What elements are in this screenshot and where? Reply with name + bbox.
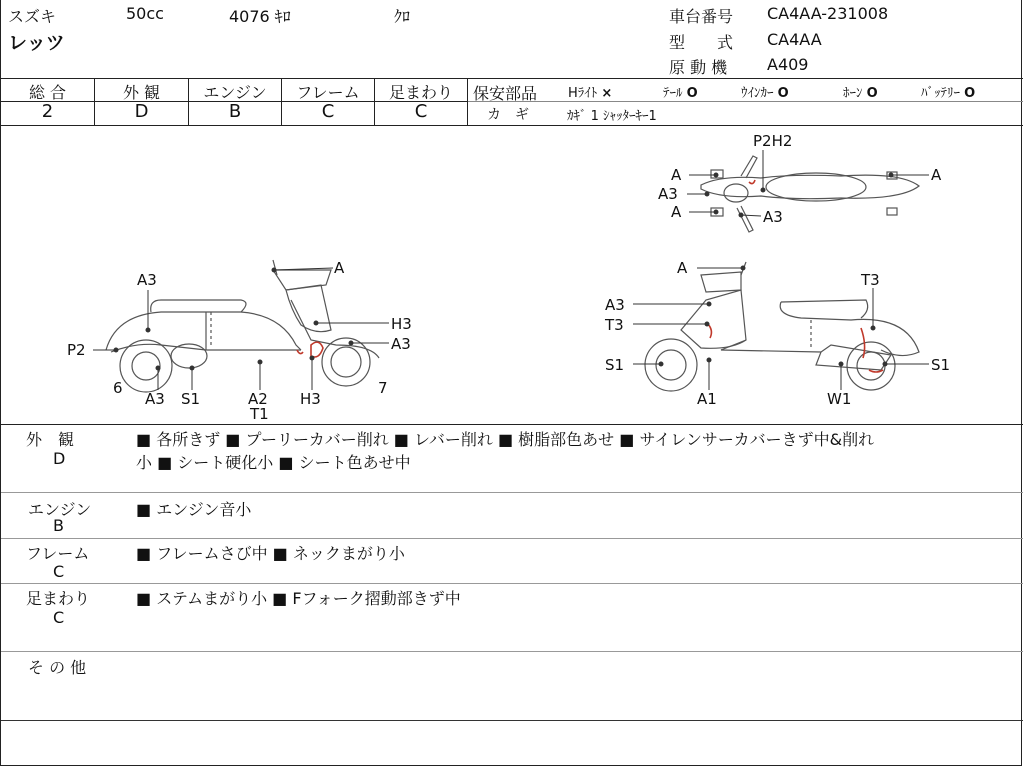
label-left-t1: T1 [250,405,269,423]
label-top-a: A [671,166,682,184]
remark-text-suspension: ■ ステムまがり小 ■ Fフォーク摺動部きず中 [136,589,461,608]
safety-item-battery: ﾊﾞｯﾃﾘｰ O [921,86,976,101]
scooter-diagram [1,125,1023,424]
grade-header-frame: フレーム [296,83,360,102]
label-top-a3: A3 [763,208,783,226]
label-left-a3: A3 [391,335,411,353]
remark-category-frame: フレーム [26,544,90,563]
remark-category-engine: エンジン [28,500,92,519]
label-right-a1: A1 [697,390,717,408]
engine-value: A409 [767,55,809,74]
label-left-a2: A2 [248,390,268,408]
divider [1,492,1023,493]
divider [1,538,1023,539]
label-top-a3: A3 [658,185,678,203]
remark-grade-exterior: D [53,449,66,468]
safety-label: 保安部品 [473,84,538,103]
label-left-a3: A3 [145,390,165,408]
grade-engine: B [228,101,242,122]
top-view-scooter [701,156,919,232]
remark-category-exterior: 外 観 [26,430,75,449]
model-name: レッツ [8,32,65,54]
label-right-w1: W1 [827,390,852,408]
divider [1,424,1023,425]
frame-no: CA4AA-231008 [767,4,889,23]
type-label: 型 式 [669,33,734,52]
grade-exterior: D [134,101,149,122]
divider [1,720,1023,721]
type-value: CA4AA [767,30,822,49]
safety-item-horn: ﾎｰﾝ O [843,86,878,101]
engine-label: 原 動 機 [669,58,728,77]
remark-text-exterior-1: ■ 各所きず ■ プーリーカバー削れ ■ レバー削れ ■ 樹脂部色あせ ■ サイレンサーカバーきず中&削れ [136,430,875,449]
displacement: 50cc [126,4,164,23]
key-label: カ ギ [487,107,529,123]
grade-frame: C [321,101,335,122]
safety-item-tail: ﾃｰﾙ O [663,86,698,101]
grade-header-total: 総 合 [28,83,67,102]
label-top-p2h2: P2H2 [753,132,793,150]
grade-total: 2 [41,101,54,122]
remark-grade-frame: C [53,562,65,581]
label-left-s1: S1 [181,390,201,408]
remark-text-exterior-2: 小 ■ シート硬化小 ■ シート色あせ中 [136,453,411,472]
remark-category-suspension: 足まわり [26,589,91,608]
remark-category-other: そ の 他 [28,658,87,677]
divider [467,78,468,125]
divider [1,78,1023,79]
frame-no-label: 車台番号 [669,7,734,26]
safety-item-headlight: Hﾗｲﾄ × [568,86,613,101]
label-right-t3: T3 [861,271,880,289]
grade-header-exterior: 外 観 [122,83,161,102]
key-value: ｶｷﾞ 1 ｼｬｯﾀｰｷｰ1 [567,109,657,124]
remark-grade-suspension: C [53,608,65,627]
label-top-a: A [671,203,682,221]
label-right-s1: S1 [931,356,951,374]
grade-header-engine: エンジン [203,83,267,102]
label-left-6: 6 [113,379,123,397]
label-right-t3: T3 [605,316,624,334]
label-right-a3: A3 [605,296,625,314]
divider [1,583,1023,584]
label-right-s1: S1 [605,356,625,374]
mileage: 4076 ｷﾛ [229,7,291,26]
remark-text-engine: ■ エンジン音小 [136,500,252,519]
grade-header-suspension: 足まわり [388,83,453,102]
divider [467,101,1023,102]
label-left-a: A [334,259,345,277]
maker: スズキ [8,7,57,26]
safety-item-winker: ｳｲﾝｶｰ O [741,86,789,101]
divider [1,651,1023,652]
remark-text-frame: ■ フレームさび中 ■ ネックまがり小 [136,544,405,563]
label-left-7: 7 [378,379,388,397]
label-left-p2: P2 [67,341,86,359]
label-left-h3: H3 [391,315,412,333]
label-top-a: A [931,166,942,184]
grade-suspension: C [414,101,428,122]
label-right-a: A [677,259,688,277]
remark-grade-engine: B [53,516,64,535]
color: ｸﾛ [394,7,411,26]
label-left-a3: A3 [137,271,157,289]
label-left-h3: H3 [300,390,321,408]
